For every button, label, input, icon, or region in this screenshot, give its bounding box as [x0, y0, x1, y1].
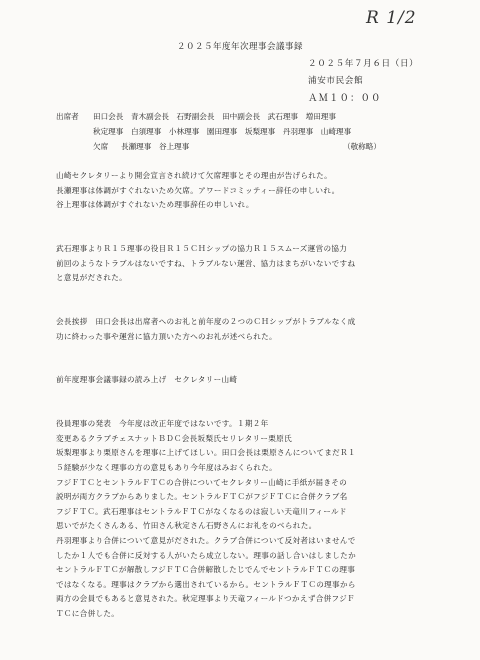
- document-title: ２０２５年度年次理事会議事録: [176, 42, 303, 52]
- minutes-line: 長瀬理事は体調がすぐれないため欠席。アワードコミッティー辞任の申しいれ。: [56, 185, 340, 195]
- meeting-date: ２０２５年７月６日（日）: [308, 59, 419, 69]
- meeting-time: ＡＭ１０：００: [308, 93, 382, 104]
- minutes-line: ＴＣに合併した。: [56, 609, 120, 618]
- minutes-line: 坂梨理事より栗原さんを理事に上げてほしい。田口会長は栗原さんについてまだＲ１: [56, 448, 356, 458]
- minutes-line: 功に終わった事や運営に協力頂いた方へのお礼が述べられた。: [56, 331, 277, 341]
- attendees-row-1: 田口会長 青木副会長 石野副会長 田中副会長 武石理事 増田理事: [93, 112, 336, 121]
- minutes-line: 会長挨拶 田口会長は出席者へのお礼と前年度の２つのＣＨシップがトラブルなく成: [56, 317, 356, 326]
- minutes-line: 役員理事の発表 今年度は改正年度ではないです。１期２年: [56, 419, 269, 429]
- absent-label: 欠席: [93, 142, 109, 151]
- minutes-line: フジＦＴＣ。武石理事はセントラルＦＴＣがなくなるのは寂しい天竜川フィールド: [56, 506, 347, 516]
- minutes-line: 思いでがたくさんある、竹田さん秋定さん石野さんにお礼をのべられた。: [56, 521, 317, 531]
- honorific-note: （敬称略）: [343, 142, 381, 151]
- minutes-line: 谷上理事は体調がすぐれないため理事辞任の申しいれ。: [56, 200, 254, 210]
- minutes-line: 武石理事よりＲ１５理事の役目Ｒ１５ＣＨシップの協力Ｒ１５スムーズ運営の協力: [56, 244, 348, 253]
- minutes-line: 丹羽理事より合併について意見がだされた。クラブ合併について反対者はいませんで: [56, 536, 356, 545]
- minutes-line: と意見がだされた。: [56, 273, 128, 283]
- corner-page-mark: R 1/2: [366, 8, 417, 28]
- minutes-line: 変更あるクラブチェスナットＢＤＣ会長坂梨氏セリレタリー栗原氏: [56, 433, 292, 443]
- minutes-line: したか１人でも合併に反対する人がいたら成立しない。理事の話し合いはしましたか: [56, 550, 356, 560]
- meeting-venue: 浦安市民会館: [308, 76, 364, 86]
- minutes-line: 前年度理事会議事録の読み上げ セクレタリー山崎: [56, 375, 238, 385]
- attendees-label: 出席者: [56, 112, 79, 121]
- minutes-line: 前回のようなトラブルはないですね、トラブルない運営、協力はまちがいないですね: [56, 258, 356, 268]
- minutes-line: ５経験が少なく理事の方の意見もあり今年度はみおくられた。: [56, 463, 278, 472]
- minutes-line: 両方の会員でもあると意見された。秋定理事より天竜フィールドつかえず合併フジＦ: [56, 594, 355, 604]
- minutes-line: 説明が両方クラブからありました。セントラルＦＴＣがフジＦＴＣに合併クラブ名: [56, 492, 348, 502]
- minutes-line: セントラルＦＴＣが解散しフジＦＴＣ合併解散したじでんでセントラルＦＴＣの理事: [56, 565, 356, 575]
- attendees-row-2: 秋定理事 白須理事 小林理事 園田理事 坂梨理事 丹羽理事 山崎理事: [93, 127, 352, 136]
- minutes-line: ではなくなる。理事はクラブから選出されているから。セントラルＦＴＣの理事から: [56, 579, 356, 589]
- minutes-line: フジＦＴＣとセントラルＦＴＣの合併についてセクレタリー山崎に手紙が届きその: [56, 477, 348, 487]
- minutes-line: 山崎セクレタリーより開会宣言され続けて欠席理事とその理由が告げられた。: [56, 171, 332, 180]
- absent-list: 長瀬理事 谷上理事: [121, 142, 190, 151]
